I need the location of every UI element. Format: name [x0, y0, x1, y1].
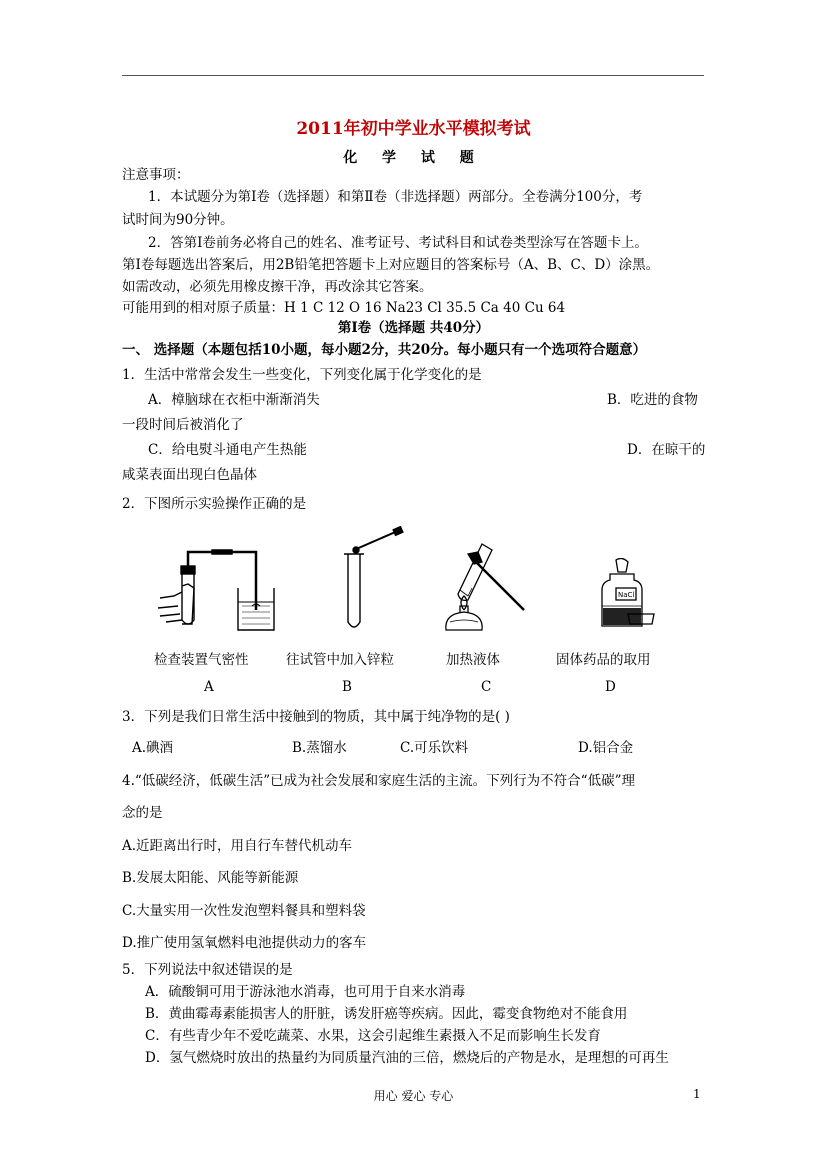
notice-item2-line2: 第Ⅰ卷每题选出答案后，用2B铅笔把答题卡上对应题目的答案标号（A、B、C、D）涂黑。 [122, 257, 660, 273]
q3-option-d: D.铝合金 [578, 740, 634, 756]
figure-d-bottle-label: NaCl [618, 591, 635, 599]
figure-b-add-zinc [330, 526, 410, 636]
q1-option-a: A．樟脑球在衣柜中渐渐消失 [148, 392, 320, 408]
figure-d-solid-reagent [588, 558, 658, 634]
q1-stem: 1．生活中常常会发生一些变化，下列变化属于化学变化的是 [122, 367, 482, 383]
q5-stem: 5．下列说法中叙述错误的是 [122, 962, 293, 978]
q4-option-c: C.大量实用一次性发泡塑料餐具和塑料袋 [122, 903, 366, 919]
q5-option-d: D．氢气燃烧时放出的热量约为同质量汽油的三倍，燃烧后的产物是水，是理想的可再生 [145, 1050, 669, 1066]
figure-a-letter: A [204, 679, 214, 695]
q5-option-c: C．有些青少年不爱吃蔬菜、水果，这会引起维生素摄入不足而影响生长发育 [145, 1028, 601, 1044]
exam-subtitle: 化 学 试 题 [343, 150, 484, 166]
notice-item2-line3: 如需改动，必须先用橡皮擦干净，再改涂其它答案。 [122, 279, 433, 295]
section1-instruction: 一、 选择题（本题包括10小题，每小题2分，共20分。每小题只有一个选项符合题意） [122, 342, 647, 358]
notice-item1-line2: 试时间为90分钟。 [122, 212, 234, 228]
q3-stem: 3．下列是我们日常生活中接触到的物质，其中属于纯净物的是( ) [122, 709, 510, 725]
figure-c-heating-liquid [438, 540, 528, 635]
figure-b-caption: 往试管中加入锌粒 [286, 652, 394, 668]
page-number: 1 [693, 1087, 701, 1101]
q1-option-c: C．给电熨斗通电产生热能 [148, 442, 307, 458]
notice-item2-line1: 2．答第Ⅰ卷前务必将自己的姓名、准考证号、考试科目和试卷类型涂写在答题卡上。 [148, 235, 648, 251]
figure-a-caption: 检查装置气密性 [154, 652, 249, 668]
q4-stem-line2: 念的是 [122, 805, 163, 821]
q1-option-d-part2: 咸菜表面出现白色晶体 [122, 467, 257, 483]
figure-c-letter: C [481, 679, 492, 695]
footer-slogan: 用心 爱心 专心 [373, 1089, 454, 1103]
q5-option-b: B．黄曲霉毒素能损害人的肝脏，诱发肝癌等疾病。因此，霉变食物绝对不能食用 [145, 1006, 628, 1022]
figure-c-caption: 加热液体 [446, 652, 500, 668]
figure-d-caption: 固体药品的取用 [556, 652, 651, 668]
figure-a-airtightness [152, 536, 282, 636]
notice-heading: 注意事项： [122, 167, 190, 183]
q3-option-c: C.可乐饮料 [400, 740, 469, 756]
q4-option-b: B.发展太阳能、风能等新能源 [122, 870, 299, 886]
q4-stem-line1: 4.“低碳经济，低碳生活”已成为社会发展和家庭生活的主流。下列行为不符合“低碳”理 [122, 773, 635, 789]
atomic-masses: 可能用到的相对原子质量：H 1 C 12 O 16 Na23 Cl 35.5 Ca 40 Cu 64 [122, 300, 566, 316]
figure-d-letter: D [605, 679, 616, 695]
q3-option-b: B.蒸馏水 [292, 740, 347, 756]
notice-item1-line1: 1．本试题分为第Ⅰ卷（选择题）和第Ⅱ卷（非选择题）两部分。全卷满分100分，考 [148, 189, 643, 205]
q3-option-a: A.碘酒 [132, 740, 174, 756]
section1-title: 第Ⅰ卷（选择题 共40分） [337, 320, 490, 336]
q5-option-a: A．硫酸铜可用于游泳池水消毒，也可用于自来水消毒 [145, 984, 466, 1000]
q4-option-d: D.推广使用氢氧燃料电池提供动力的客车 [122, 935, 367, 951]
q2-stem: 2．下图所示实验操作正确的是 [122, 496, 307, 512]
figure-b-letter: B [342, 679, 352, 695]
q1-option-b-part2: 一段时间后被消化了 [122, 417, 244, 433]
header-rule [122, 75, 704, 76]
q1-option-d-part1: D．在晾干的 [627, 442, 706, 458]
exam-title: 2011年初中学业水平模拟考试 [296, 119, 531, 139]
q4-option-a: A.近距离出行时，用自行车替代机动车 [122, 838, 353, 854]
q1-option-b-part1: B．吃进的食物 [607, 392, 698, 408]
